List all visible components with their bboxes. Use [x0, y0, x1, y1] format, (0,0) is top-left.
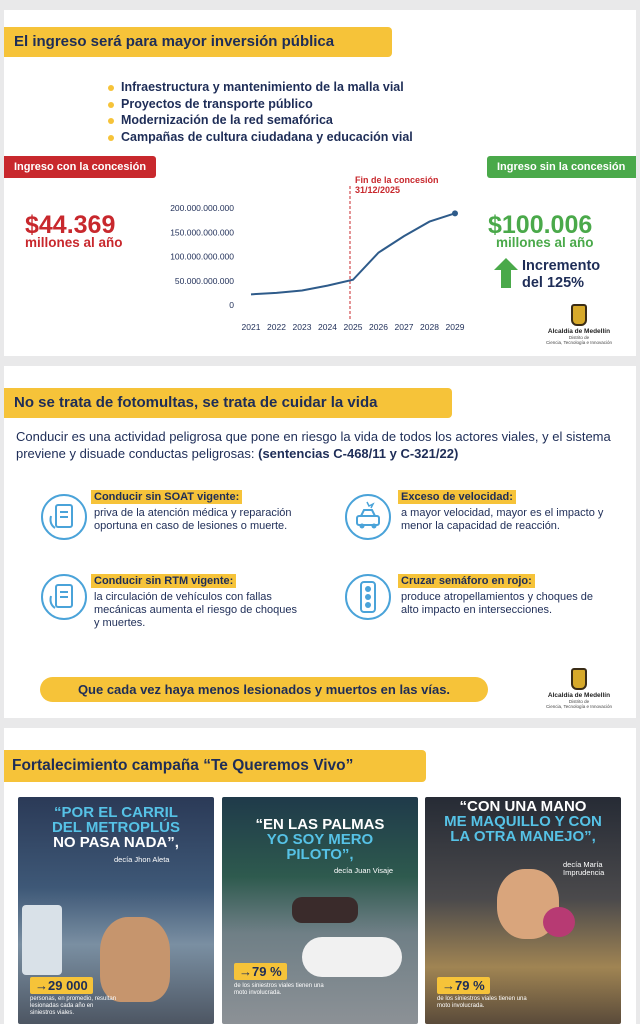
section-title-campaign: Fortalecimiento campaña “Te Queremos Vivo”: [4, 750, 426, 782]
list-item: Proyectos de transporte público: [108, 97, 413, 114]
alcaldia-logo: Alcaldía de Medellín Distrito de Ciencia, Tecnología e Innovación: [544, 304, 614, 345]
traffic-light-icon: [345, 574, 391, 620]
bus-illustration: [22, 905, 62, 975]
road-safety-section: [4, 366, 636, 718]
poster-quote: “EN LAS PALMAS YO SOY MERO PILOTO”,: [255, 816, 385, 863]
income-without-concession-amount: $100.006: [488, 211, 593, 239]
character-illustration: [100, 917, 170, 1002]
x-tick-label: 2025: [343, 322, 363, 332]
concession-end-date: 31/12/2025: [355, 185, 401, 195]
poster-quote: “CON UNA MANO ME MAQUILLO Y CON LA OTRA MANEJO”,: [444, 798, 602, 845]
helmet-illustration: [543, 907, 575, 937]
coat-of-arms-icon: [571, 668, 587, 690]
income-series-line: [251, 213, 455, 294]
campaign-poster-metroplus: [18, 797, 214, 1024]
section-title-road-safety: No se trata de fotomultas, se trata de cuidar la vida: [4, 388, 452, 418]
item-title-speed: Exceso de velocidad:: [398, 490, 516, 504]
rtm-document-icon: [41, 574, 87, 620]
poster-stat-note: de los siniestros viales tienen una moto involucrada.: [234, 983, 324, 996]
road-safety-closing-banner: Que cada vez haya menos lesionados y muertos en las vías.: [40, 677, 488, 702]
poster-attribution: decía Jhon Aleta: [114, 855, 170, 864]
poster-attribution: decía María Imprudencia: [563, 860, 605, 877]
increase-percentage: del 125%: [522, 275, 585, 291]
y-tick-label: 100.000.000.000: [170, 251, 234, 262]
x-tick-label: 2026: [369, 322, 388, 332]
coat-of-arms-icon: [571, 304, 587, 326]
poster-stat: →29 000: [30, 977, 93, 994]
income-without-concession-tag: Ingreso sin la concesión: [487, 156, 636, 178]
motorcycle-illustration: [292, 897, 358, 923]
character-illustration: [302, 937, 402, 977]
income-without-concession-unit: millones al año: [496, 235, 594, 250]
y-tick-label: 50.000.000.000: [174, 275, 234, 286]
y-tick-label: 150.000.000.000: [170, 227, 234, 238]
x-tick-label: 2022: [267, 322, 286, 332]
income-with-concession-tag: Ingreso con la concesión: [4, 156, 156, 178]
income-with-concession-unit: millones al año: [25, 235, 123, 250]
poster-stat-note: de los siniestros viales tienen una moto involucrada.: [437, 996, 527, 1009]
y-tick-label: 200.000.000.000: [170, 203, 234, 213]
x-tick-label: 2021: [241, 322, 261, 332]
x-tick-label: 2024: [318, 322, 337, 332]
speed-crash-icon: [345, 494, 391, 540]
item-title-soat: Conducir sin SOAT vigente:: [91, 490, 242, 504]
item-text-rtm: la circulación de vehículos con fallas mecánicas aumenta el riesgo de choques y muertes.: [94, 591, 298, 629]
list-item: Campañas de cultura ciudadana y educación vial: [108, 130, 413, 147]
x-tick-label: 2029: [445, 322, 465, 332]
soat-document-icon: [41, 494, 87, 540]
list-item: Infraestructura y mantenimiento de la malla vial: [108, 80, 413, 97]
alcaldia-logo: Alcaldía de Medellín Distrito de Ciencia, Tecnología e Innovación: [544, 668, 614, 709]
income-projection-chart: [154, 170, 484, 332]
item-text-red-light: produce atropellamientos y choques de alto impacto en intersecciones.: [401, 591, 594, 616]
section-title-investment: El ingreso será para mayor inversión pública: [4, 27, 392, 57]
investment-section: [4, 10, 636, 356]
item-title-rtm: Conducir sin RTM vigente:: [91, 574, 236, 588]
poster-stat: →79 %: [437, 977, 490, 994]
item-text-soat: priva de la atención médica y reparación oportuna en caso de lesiones o muerte.: [94, 507, 292, 532]
increase-arrow-icon: [494, 258, 518, 288]
poster-stat: →79 %: [234, 963, 287, 980]
income-series-end-point: [452, 210, 458, 216]
x-tick-label: 2023: [292, 322, 312, 332]
campaign-poster-las-palmas: [222, 797, 418, 1024]
list-item: Modernización de la red semafórica: [108, 113, 413, 130]
road-safety-intro: Conducir es una actividad peligrosa que pone en riesgo la vida de todos los actores viales, y el sistema previene y disuade conductas peligrosas: (sentencias C-468/11 y C-321/22): [16, 429, 611, 461]
increase-label: Incremento: [522, 258, 601, 274]
concession-end-label: Fin de la concesión: [355, 175, 439, 185]
income-with-concession-amount: $44.369: [25, 211, 116, 239]
item-text-speed: a mayor velocidad, mayor es el impacto y menor la capacidad de reacción.: [401, 507, 604, 532]
x-tick-label: 2028: [420, 322, 439, 332]
campaign-poster-maquillaje: [425, 797, 621, 1024]
y-tick-label: 0: [229, 300, 234, 310]
poster-stat-note: personas, en promedio, resultan lesionadas cada año en siniestros viales.: [30, 996, 117, 1016]
item-title-red-light: Cruzar semáforo en rojo:: [398, 574, 535, 588]
poster-attribution: decía Juan Visaje: [334, 866, 394, 875]
poster-quote: “POR EL CARRIL DEL METROPLÚS NO PASA NADA”,: [51, 804, 181, 851]
x-tick-label: 2027: [394, 322, 414, 332]
investment-bullet-list: [108, 80, 413, 146]
